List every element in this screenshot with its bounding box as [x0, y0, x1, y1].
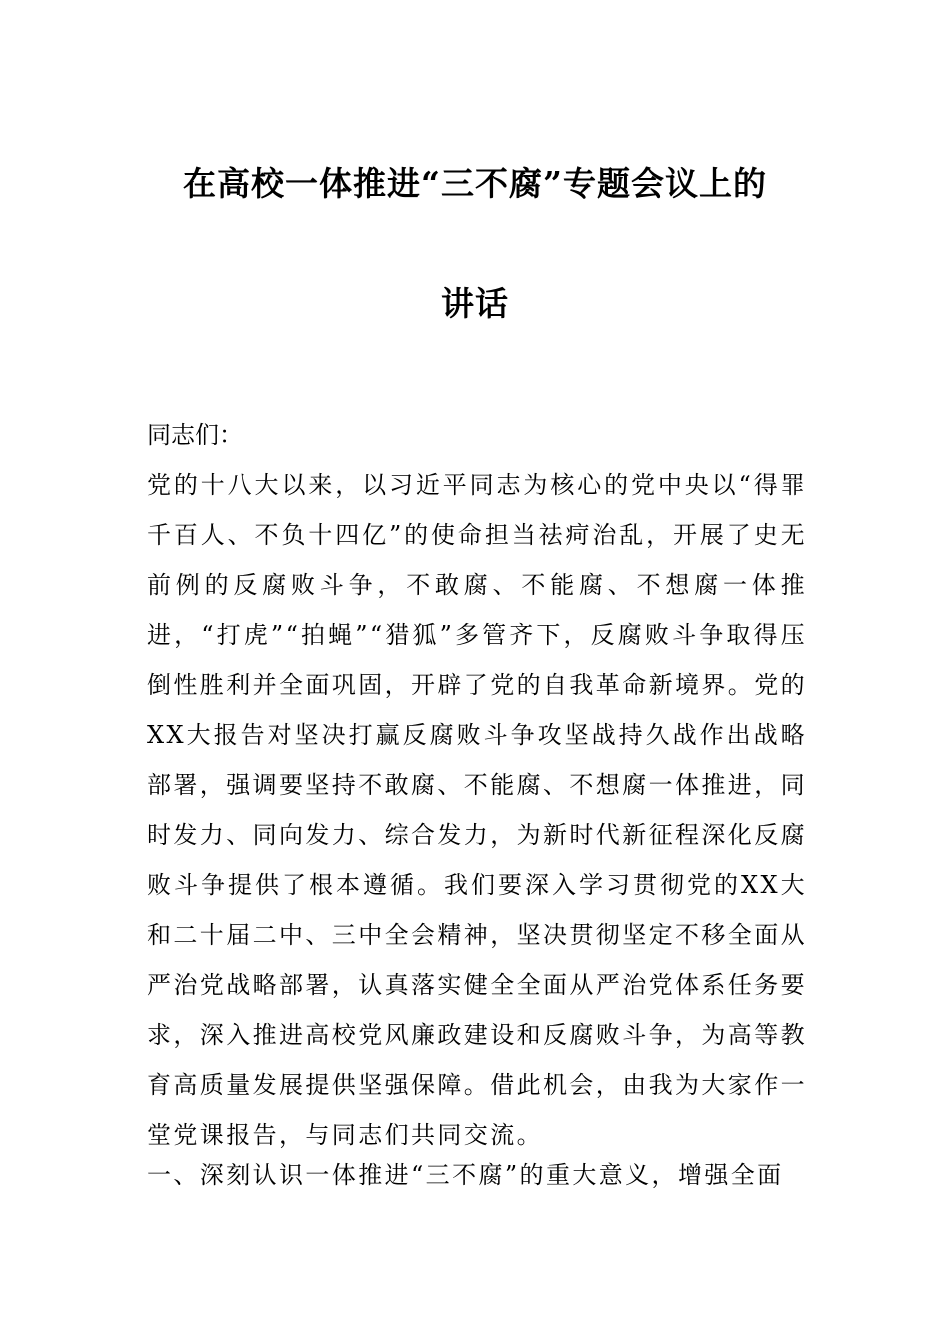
body-paragraph-1: 党的十八大以来，以习近平同志为核心的党中央以“得罪千百人、不负十四亿”的使命担当祛疴治乱，开展了史无前例的反腐败斗争，不敢腐、不能腐、不想腐一体推进，“打虎”“拍蝇”“猎狐”多管齐下，反腐败斗争取得压倒性胜利并全面巩固，开辟了党的自我革命新境界。党的XX大报告对坚决打赢反腐败斗争攻坚战持久战作出战略部署，强调要坚持不敢腐、不能腐、不想腐一体推进，同时发力、同向发力、综合发力，为新时代新征程深化反腐败斗争提供了根本遵循。我们要深入学习贯彻党的XX大和二十届二中、三中全会精神，坚决贯彻坚定不移全面从严治党战略部署，认真落实健全全面从严治党体系任务要求，深入推进高校党风廉政建设和反腐败斗争，为高等教育高质量发展提供坚强保障。借此机会，由我为大家作一堂党课报告，与同志们共同交流。: [147, 471, 807, 1149]
document-title-line-2: 讲话: [441, 284, 509, 323]
salutation: 同志们：: [147, 421, 243, 449]
document-title-line-1: 在高校一体推进“三不腐”专题会议上的: [183, 164, 767, 203]
section-heading-1: 一、深刻认识一体推进“三不腐”的重大意义，增强全面: [147, 1161, 784, 1189]
